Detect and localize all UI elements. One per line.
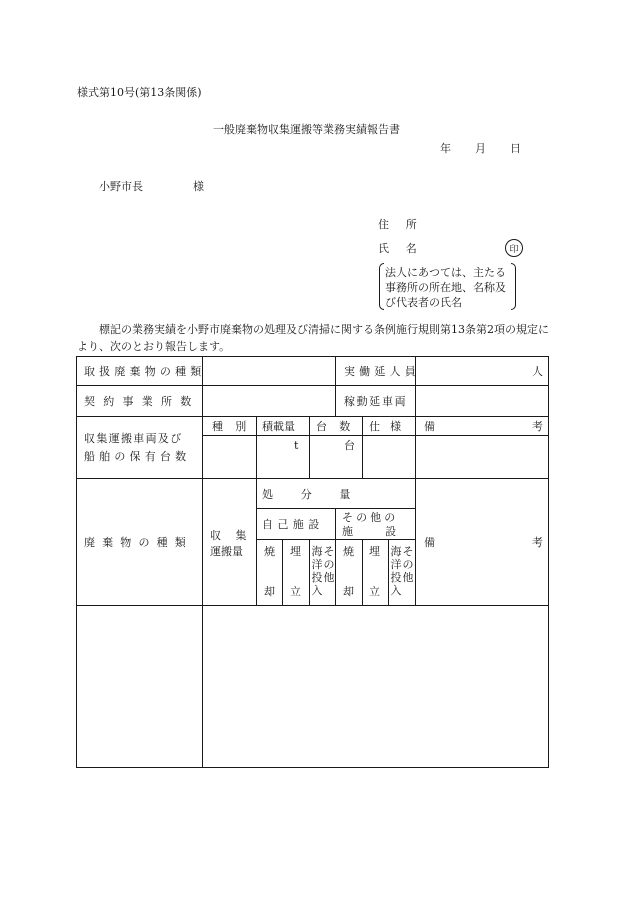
col-load-header: 積載量 (262, 420, 295, 433)
own-burn-1: 焼 (264, 545, 275, 558)
collect-volume-label-2: 運搬量 (210, 545, 243, 558)
waste-type-handled-value[interactable] (206, 360, 332, 382)
own-etc-label: その他 (323, 545, 335, 584)
contracted-sites-value[interactable] (206, 390, 332, 412)
own-bury-1: 埋 (290, 545, 301, 558)
vehicle-days-label: 稼動延車両 (344, 395, 408, 408)
addressee: 小野市長 (99, 180, 143, 193)
form-number: 様式第10号(第13条関係) (77, 86, 202, 99)
other-sea-label: 海洋投入 (390, 545, 402, 597)
name-label: 氏 名 (378, 242, 424, 255)
note-bracket-left (379, 263, 384, 310)
own-sea-label: 海洋投入 (311, 545, 323, 597)
waste-entry-area[interactable] (80, 609, 199, 764)
disposal-volume-label: 処 分 量 (262, 488, 363, 501)
col-note-header-2: 考 (532, 420, 543, 433)
other-etc-label: その他 (402, 545, 414, 584)
seal-mark: 印 (505, 239, 523, 257)
waste-note-header: 備 (424, 536, 435, 549)
own-facility-label: 自己施設 (262, 518, 324, 531)
col-spec-header: 仕 様 (369, 420, 405, 433)
waste-type-handled-label: 取扱廃棄物の種類 (84, 365, 206, 378)
corporation-note: 法人にあつては、主たる事務所の所在地、名称及び代表者の氏名 (385, 266, 506, 309)
document-title: 一般廃棄物収集運搬等業務実績報告書 (213, 123, 400, 136)
other-facility-label-1: その他の (342, 511, 399, 524)
col-type-header: 種 別 (212, 420, 251, 433)
contracted-sites-label: 契約事業所数 (84, 395, 200, 408)
intro-paragraph: 標記の業務実績を小野市廃棄物の処理及び清掃に関する条例施行規則第13条第2項の規定により、次のとおり報告します。 (77, 323, 549, 353)
waste-type-label: 廃棄物の種類 (84, 536, 193, 549)
own-burn-2: 却 (264, 585, 275, 598)
other-burn-2: 却 (343, 585, 354, 598)
waste-note-header-2: 考 (532, 536, 543, 549)
date-month[interactable]: 月 (475, 142, 486, 155)
staff-days-label: 実働延人員 (344, 365, 420, 378)
address-label: 住 所 (378, 218, 424, 231)
note-bracket-right (511, 263, 516, 310)
col-note-header: 備 (424, 420, 435, 433)
vehicles-label-line2: 船舶の保有台数 (84, 450, 191, 463)
other-facility-label-2: 施 設 (342, 525, 411, 538)
date-day[interactable]: 日 (510, 142, 521, 155)
count-unit: 台 (344, 439, 355, 452)
honorific: 様 (193, 180, 204, 193)
vehicles-label-line1: 収集運搬車両及び (84, 432, 183, 445)
detail-entry-area[interactable] (206, 609, 545, 764)
other-bury-2: 立 (369, 585, 380, 598)
other-burn-1: 焼 (343, 545, 354, 558)
other-bury-1: 埋 (369, 545, 380, 558)
staff-days-unit: 人 (532, 365, 543, 378)
own-bury-2: 立 (290, 585, 301, 598)
collect-volume-label-1: 収 集 (210, 529, 252, 542)
date-year[interactable]: 年 (440, 142, 451, 155)
col-count-header: 台 数 (316, 420, 355, 433)
load-unit: t (294, 439, 299, 452)
